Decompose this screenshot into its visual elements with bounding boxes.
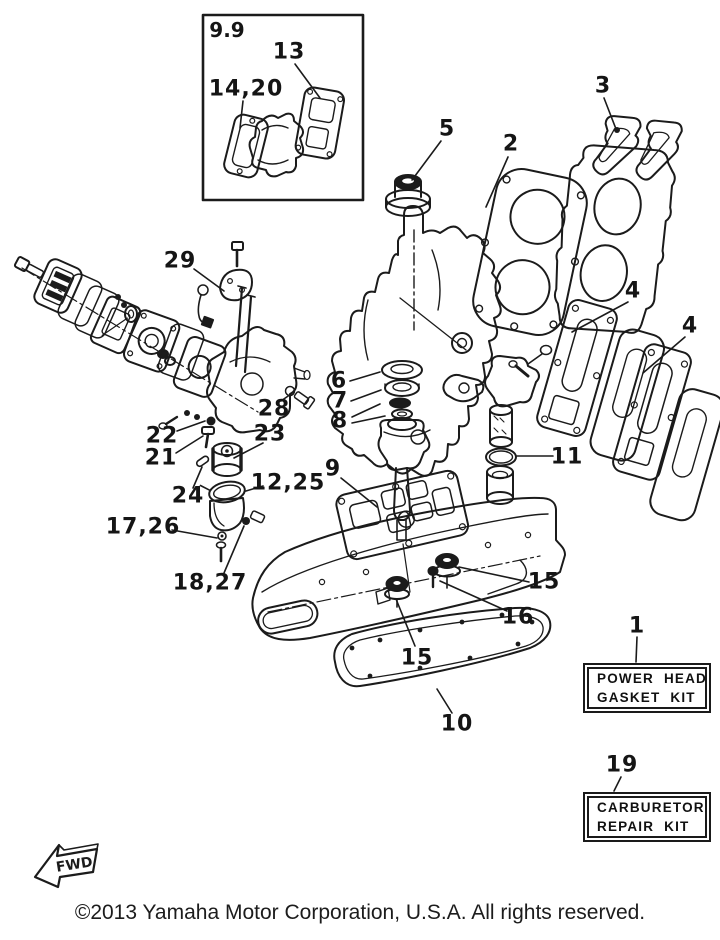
washer-22 — [207, 417, 216, 426]
carb-spacer-flange — [172, 335, 228, 399]
callout-13: 13 — [272, 39, 306, 65]
callout-15-left: 15 — [400, 645, 434, 671]
top-cover-29 — [220, 242, 252, 300]
copyright-text: ©2013 Yamaha Motor Corporation, U.S.A. All rights reserved. — [74, 901, 646, 924]
callout-24: 24 — [171, 483, 205, 509]
fwd-arrow — [35, 844, 98, 887]
kit-box-line: REPAIR KIT — [597, 819, 690, 834]
callout-19: 19 — [605, 752, 639, 778]
exhaust-gasket-outer — [647, 386, 720, 524]
callout-8: 8 — [331, 408, 349, 434]
callout-18-27: 18,27 — [172, 570, 248, 596]
float-bowl-23 — [213, 443, 241, 476]
bolt-21 — [202, 427, 214, 447]
drain-screws-18-27 — [242, 510, 265, 525]
callout-4a: 4 — [624, 278, 642, 304]
callout-3: 3 — [594, 73, 612, 99]
float-pin-24 — [196, 455, 210, 467]
carburetor-repair-kit-box — [583, 792, 711, 842]
kit-box-line: GASKET KIT — [597, 690, 696, 705]
inset-model-label: 9.9 — [209, 18, 245, 42]
exhaust-cover-inner-4 — [535, 298, 619, 439]
callout-29: 29 — [163, 248, 197, 274]
kit-box-line: POWER HEAD — [597, 671, 708, 686]
reed-stopper-plate — [32, 257, 84, 315]
callout-21: 21 — [144, 445, 178, 471]
bolt-16 — [429, 567, 438, 587]
fuel-pump-body — [379, 420, 430, 470]
drain-plug-15-left — [376, 577, 409, 607]
callout-28: 28 — [257, 396, 291, 422]
reed-bolt — [14, 256, 45, 279]
callout-2: 2 — [502, 131, 520, 157]
choke-link-rod — [198, 285, 213, 327]
fwd-arrow-label: FWD — [55, 854, 94, 876]
callout-4b: 4 — [681, 313, 699, 339]
exhaust-gasket-inner — [587, 326, 667, 464]
callout-17-26: 17,26 — [105, 514, 181, 540]
callout-14-20: 14,20 — [208, 76, 284, 102]
callout-15-right: 15 — [527, 569, 561, 595]
bowl-gasket-12-25 — [200, 478, 246, 506]
engine-block — [328, 206, 501, 476]
intake-gasket-9 — [334, 469, 470, 561]
drain-screws-17-26 — [217, 532, 227, 561]
kit-box-line: CARBURETOR — [597, 800, 705, 815]
callout-6: 6 — [330, 368, 348, 394]
callout-23: 23 — [253, 421, 287, 447]
power-head-gasket-kit-box — [583, 663, 711, 713]
callout-22: 22 — [145, 423, 179, 449]
callout-16: 16 — [501, 604, 535, 630]
callout-12-25: 12,25 — [250, 470, 326, 496]
callout-1: 1 — [628, 613, 646, 639]
callout-5: 5 — [438, 116, 456, 142]
callout-11: 11 — [550, 444, 584, 470]
callout-9: 9 — [324, 456, 342, 482]
callout-10: 10 — [440, 711, 474, 737]
grommet-5 — [386, 175, 430, 216]
callout-7: 7 — [331, 388, 349, 414]
